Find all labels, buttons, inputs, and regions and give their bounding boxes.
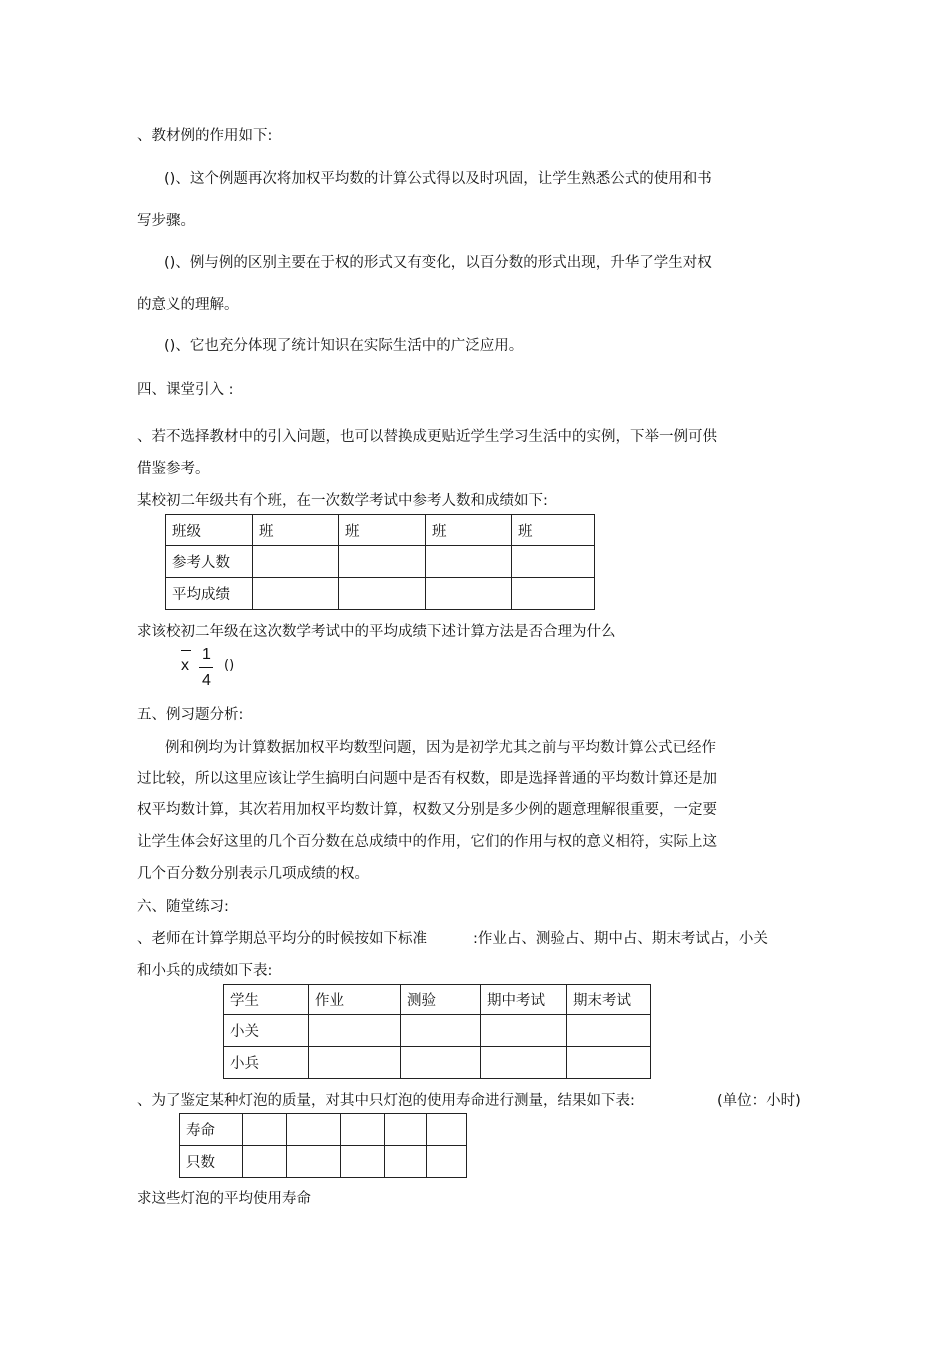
paragraph-line: 例和例均为计算数据加权平均数型问题，因为是初学尤其之前与平均数计算公式已经作 <box>165 740 716 756</box>
unit-note: (单位：小时) <box>717 1093 801 1109</box>
paragraph-line: 过比较，所以这里应该让学生搞明白问题中是否有权数，即是选择普通的平均数计算还是加 <box>137 771 717 787</box>
table-row <box>224 1015 651 1047</box>
table-cell <box>426 546 512 578</box>
table-cell <box>339 546 426 578</box>
paragraph-line: 、若不选择教材中的引入问题，也可以替换成更贴近学生学习生活中的实例，下举一例可供 <box>137 429 717 445</box>
paragraph-line: 写步骤。 <box>137 213 195 229</box>
table-cell: 班 <box>253 515 339 546</box>
fraction-numerator: 1 <box>202 646 211 663</box>
section-heading: 四、课堂引入 : <box>137 382 234 398</box>
fraction-denominator: 4 <box>202 672 211 689</box>
table-cell <box>567 1047 651 1079</box>
table-cell <box>512 546 595 578</box>
paragraph-line: 几个百分数分别表示几项成绩的权。 <box>137 866 369 882</box>
paragraph-line: 的意义的理解。 <box>137 297 239 313</box>
table-cell: 班 <box>339 515 426 546</box>
table-cell <box>243 1114 287 1146</box>
item-heading: 、教材例的作用如下: <box>137 128 273 144</box>
table-cell <box>427 1114 467 1146</box>
overline-bar <box>181 650 191 651</box>
table-cell <box>341 1146 385 1178</box>
section-heading: 六、随堂练习: <box>137 899 229 915</box>
mean-symbol: x <box>181 657 189 674</box>
table-cell <box>481 1015 567 1047</box>
table-cell <box>309 1015 401 1047</box>
paragraph-line: ()、它也充分体现了统计知识在实际生活中的广泛应用。 <box>164 338 524 354</box>
table-cell <box>253 546 339 578</box>
paragraph-line: 借鉴参考。 <box>137 461 210 477</box>
table-cell <box>243 1146 287 1178</box>
table-cell <box>401 1047 481 1079</box>
table-row <box>166 546 595 578</box>
table-cell <box>309 1047 401 1079</box>
table-cell <box>426 578 512 610</box>
paragraph-line: 求该校初二年级在这次数学考试中的平均成绩下述计算方法是否合理为什么 <box>137 624 616 640</box>
paragraph-line: :作业占、测验占、期中占、期末考试占，小关 <box>473 931 768 947</box>
table-row <box>224 1047 651 1079</box>
table-row <box>180 1146 467 1178</box>
table-cell <box>401 1015 481 1047</box>
formula-parentheses: () <box>224 658 235 673</box>
table-cell: 学生 <box>224 985 309 1015</box>
table-row <box>166 515 595 546</box>
table-cell <box>287 1146 341 1178</box>
paragraph-line: 让学生体会好这里的几个百分数在总成绩中的作用，它们的作用与权的意义相符，实际上这 <box>137 834 717 850</box>
table-cell <box>567 1015 651 1047</box>
bulb-lifetime-table <box>179 1113 467 1178</box>
table-cell: 只数 <box>180 1146 243 1178</box>
table-cell: 期末考试 <box>567 985 651 1015</box>
table-row <box>166 578 595 610</box>
table-cell <box>385 1146 427 1178</box>
paragraph-line: 、老师在计算学期总平均分的时候按如下标准 <box>137 931 427 947</box>
table-cell <box>427 1146 467 1178</box>
table-cell: 小关 <box>224 1015 309 1047</box>
table-cell <box>385 1114 427 1146</box>
paragraph-line: ()、例与例的区别主要在于权的形式又有变化，以百分数的形式出现，升华了学生对权 <box>164 255 712 271</box>
table-cell <box>481 1047 567 1079</box>
paragraph-line: ()、这个例题再次将加权平均数的计算公式得以及时巩固，让学生熟悉公式的使用和书 <box>164 171 712 187</box>
table-cell: 班级 <box>166 515 253 546</box>
fraction-bar <box>199 667 213 668</box>
table-cell <box>287 1114 341 1146</box>
table-cell: 作业 <box>309 985 401 1015</box>
table-row <box>224 985 651 1015</box>
table-cell: 小兵 <box>224 1047 309 1079</box>
paragraph-line: 求这些灯泡的平均使用寿命 <box>137 1191 311 1207</box>
table-cell <box>341 1114 385 1146</box>
paragraph-line: 某校初二年级共有个班，在一次数学考试中参考人数和成绩如下: <box>137 493 548 509</box>
table-row <box>180 1114 467 1146</box>
table-cell <box>253 578 339 610</box>
table-cell: 班 <box>512 515 595 546</box>
table-cell: 期中考试 <box>481 985 567 1015</box>
table-cell: 寿命 <box>180 1114 243 1146</box>
paragraph-line: 权平均数计算，其次若用加权平均数计算，权数又分别是多少例的题意理解很重要，一定要 <box>137 802 717 818</box>
table-cell: 测验 <box>401 985 481 1015</box>
table-cell <box>512 578 595 610</box>
section-heading: 五、例习题分析: <box>137 707 244 723</box>
paragraph-line: 、为了鉴定某种灯泡的质量，对其中只灯泡的使用寿命进行测量，结果如下表: <box>137 1093 635 1109</box>
paragraph-line: 和小兵的成绩如下表: <box>137 963 273 979</box>
exam-score-table <box>165 514 595 610</box>
table-cell: 参考人数 <box>166 546 253 578</box>
student-grade-table <box>223 984 651 1079</box>
table-cell: 班 <box>426 515 512 546</box>
table-cell <box>339 578 426 610</box>
table-cell: 平均成绩 <box>166 578 253 610</box>
